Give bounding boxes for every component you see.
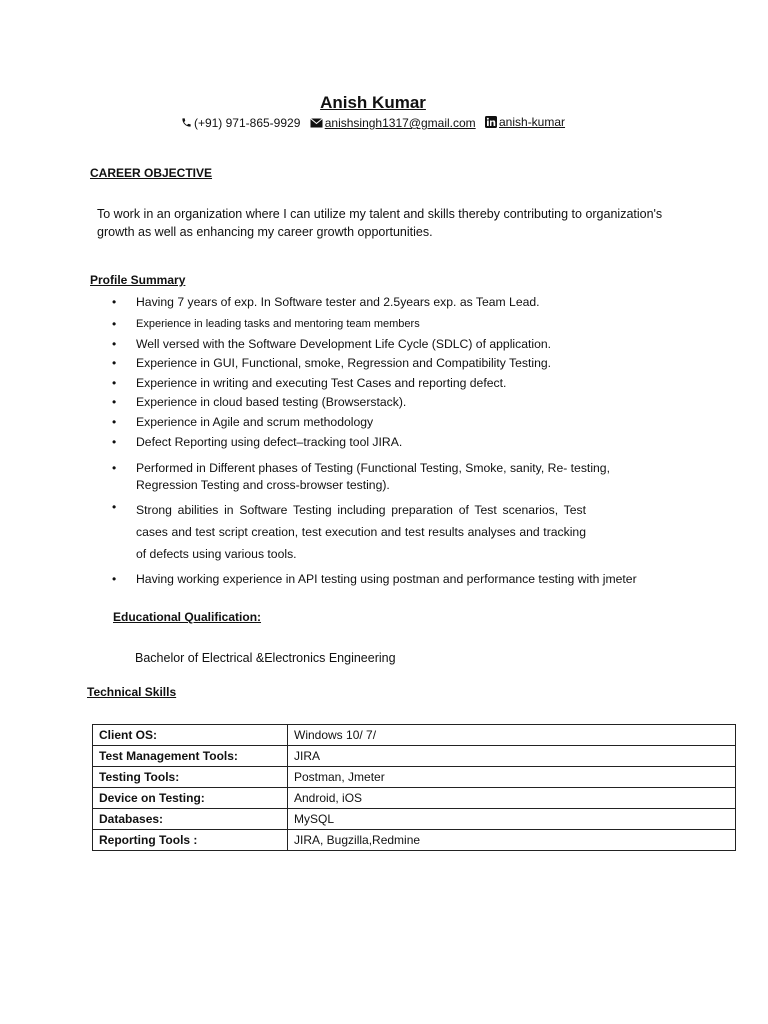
list-item: • Experience in GUI, Functional, smoke, Regression and Compatibility Testing. — [112, 356, 552, 370]
education-heading: Educational Qualification: — [113, 610, 262, 624]
list-item: • Experience in cloud based testing (Browserstack). — [112, 395, 407, 409]
table-row — [93, 767, 736, 788]
skill-key: Reporting Tools : — [93, 830, 288, 851]
table-row — [93, 746, 736, 767]
list-item: • Having 7 years of exp. In Software tester and 2.5years exp. as Team Lead. — [112, 295, 540, 309]
list-item: • Strong abilities in Software Testing including preparation of Test scenarios, Test cases and test script creation, test execution and test results analyses and tracking of defects using various tools. — [112, 500, 586, 561]
list-item: • Well versed with the Software Development Life Cycle (SDLC) of application. — [112, 337, 552, 351]
table-row — [93, 788, 736, 809]
email-link[interactable]: anishsingh1317@gmail.com — [324, 116, 476, 130]
linkedin-link[interactable]: anish-kumar — [499, 115, 566, 129]
technical-skills-table — [92, 724, 736, 851]
contact-linkedin[interactable] — [485, 115, 565, 129]
skill-key: Databases: — [93, 809, 288, 830]
list-item: • Having working experience in API testing using postman and performance testing with jmeter — [112, 572, 637, 586]
skill-value: Windows 10/ 7/ — [288, 725, 736, 746]
career-objective-line-2: growth as well as enhancing my career growth opportunities. — [97, 225, 433, 239]
skill-value: Android, iOS — [288, 788, 736, 809]
list-item: • Experience in writing and executing Test Cases and reporting defect. — [112, 376, 507, 390]
skill-value: MySQL — [288, 809, 736, 830]
technical-skills-heading: Technical Skills — [87, 685, 177, 699]
career-objective-heading: CAREER OBJECTIVE — [90, 166, 213, 180]
contact-line — [0, 115, 746, 131]
skill-key: Test Management Tools: — [93, 746, 288, 767]
list-item: • Experience in Agile and scrum methodology — [112, 415, 374, 429]
career-objective-line-1: To work in an organization where I can utilize my talent and skills thereby contributing to organization's — [97, 207, 663, 221]
skill-value: Postman, Jmeter — [288, 767, 736, 788]
list-item: • Experience in leading tasks and mentoring team members — [112, 317, 420, 331]
table-row — [93, 725, 736, 746]
list-item: • Defect Reporting using defect–tracking tool JIRA. — [112, 435, 403, 449]
skill-key: Device on Testing: — [93, 788, 288, 809]
skill-key: Client OS: — [93, 725, 288, 746]
profile-summary-heading: Profile Summary — [90, 273, 186, 287]
phone-number: (+91) 971-865-9929 — [193, 115, 301, 130]
table-row — [93, 830, 736, 851]
table-row — [93, 809, 736, 830]
phone-icon — [181, 117, 192, 128]
skill-key: Testing Tools: — [93, 767, 288, 788]
list-item: • Performed in Different phases of Testing (Functional Testing, Smoke, sanity, Re- testing, Regression Testing and cross-browser testing). — [112, 461, 610, 492]
skill-value: JIRA, Bugzilla,Redmine — [288, 830, 736, 851]
candidate-name: Anish Kumar — [320, 93, 426, 112]
linkedin-icon — [485, 116, 497, 128]
envelope-icon — [310, 118, 323, 128]
skill-value: JIRA — [288, 746, 736, 767]
contact-email[interactable] — [310, 116, 476, 130]
contact-phone — [181, 116, 300, 130]
education-degree: Bachelor of Electrical &Electronics Engineering — [135, 651, 396, 665]
